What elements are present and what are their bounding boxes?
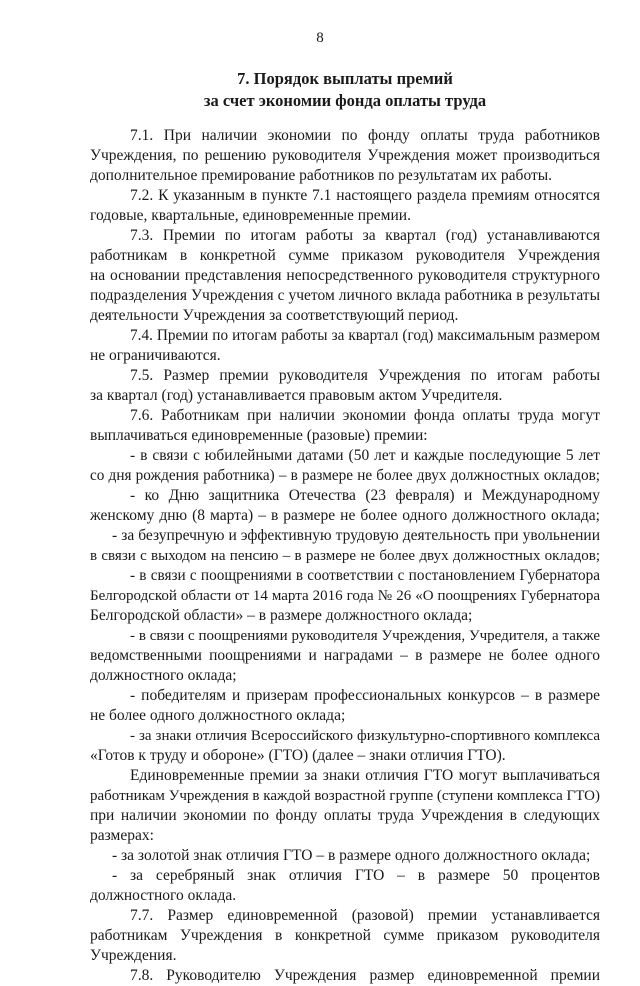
text-line: Учреждения, по решению руководителя Учреждения может производиться bbox=[90, 147, 600, 164]
text-line: при наличии экономии по фонду оплаты труда Учреждения в следующих bbox=[90, 807, 600, 824]
text-line: - победителям и призерам профессиональных конкурсов – в размере bbox=[130, 687, 600, 704]
text-line: дополнительное премирование работников по результатам их работы. bbox=[90, 167, 553, 184]
text-line: 7.3. Премии по итогам работы за квартал (год) устанавливаются bbox=[130, 227, 600, 244]
text-line: - ко Дню защитника Отечества (23 февраля) и Международному bbox=[130, 487, 600, 504]
text-line: 7.8. Руководителю Учреждения размер единовременной премии bbox=[130, 967, 600, 984]
text-line: работникам Учреждения в каждой возрастной группе (ступени комплекса ГТО) bbox=[90, 788, 600, 804]
text-line: не более одного должностного оклада; bbox=[90, 707, 346, 724]
text-line: - за золотой знак отличия ГТО – в размере одного должностного оклада; bbox=[112, 847, 591, 864]
text-line: 7.4. Премии по итогам работы за квартал (год) максимальным размером bbox=[130, 327, 600, 344]
text-line: размерах: bbox=[90, 827, 154, 844]
text-line: подразделения Учреждения с учетом личного вклада работника в результаты bbox=[90, 287, 600, 304]
text-line: 7.2. К указанным в пункте 7.1 настоящего раздела премиям относятся bbox=[130, 187, 600, 204]
text-line: работникам Учреждения в конкретной сумме приказом руководителя bbox=[90, 927, 600, 944]
text-line: за квартал (год) устанавливается правовым актом Учредителя. bbox=[90, 387, 503, 404]
text-line: выплачиваться единовременные (разовые) премии: bbox=[90, 427, 428, 444]
page-number: 8 bbox=[316, 30, 324, 46]
text-line: - за безупречную и эффективную трудовую деятельность при увольнении bbox=[112, 527, 600, 544]
text-line: со дня рождения работника) – в размере не более двух должностных окладов; bbox=[90, 467, 600, 484]
text-line: - в связи с поощрениями в соответствии с постановлением Губернатора bbox=[130, 567, 600, 584]
text-line: в связи с выходом на пенсию – в размере не более двух должностных окладов; bbox=[90, 548, 600, 564]
text-line: ведомственными поощрениями и наградами – в размере не более одного bbox=[90, 647, 600, 664]
section-title bbox=[90, 68, 600, 112]
text-line: Учреждения. bbox=[90, 947, 177, 964]
section-title-line-1: 7. Порядок выплаты премий bbox=[237, 69, 453, 88]
text-line: - за знаки отличия Всероссийского физкультурно-спортивного комплекса bbox=[130, 728, 600, 744]
text-line: Единовременные премии за знаки отличия ГТО могут выплачиваться bbox=[130, 767, 600, 784]
text-line: - за серебряный знак отличия ГТО – в размере 50 процентов bbox=[112, 867, 600, 884]
text-line: 7.7. Размер единовременной (разовой) премии устанавливается bbox=[130, 907, 600, 924]
text-line: на основании представления непосредственного руководителя структурного bbox=[90, 267, 600, 284]
text-line: деятельности Учреждения за соответствующий период. bbox=[90, 307, 459, 324]
text-line: не ограничиваются. bbox=[90, 347, 221, 364]
text-line: должностного оклада. bbox=[90, 887, 237, 904]
text-line: женскому дню (8 марта) – в размере не более одного должностного оклада; bbox=[90, 507, 600, 524]
section-title-line-2: за счет экономии фонда оплаты труда bbox=[203, 91, 487, 110]
text-line: «Готов к труду и обороне» (ГТО) (далее – знаки отличия ГТО). bbox=[90, 747, 506, 764]
text-line: - в связи с юбилейными датами (50 лет и каждые последующие 5 лет bbox=[130, 447, 600, 464]
text-line: Белгородской области от 14 марта 2016 года № 26 «О поощрениях Губернатора bbox=[90, 588, 600, 604]
text-line: 7.5. Размер премии руководителя Учреждения по итогам работы bbox=[130, 367, 600, 384]
text-line: 7.1. При наличии экономии по фонду оплаты труда работников bbox=[130, 127, 600, 144]
text-line: работникам в конкретной сумме приказом руководителя Учреждения bbox=[90, 247, 600, 264]
text-line: 7.6. Работникам при наличии экономии фонда оплаты труда могут bbox=[130, 407, 600, 424]
text-line: годовые, квартальные, единовременные премии. bbox=[90, 207, 411, 224]
text-line: - в связи с поощрениями руководителя Учреждения, Учредителя, а также bbox=[130, 628, 600, 644]
text-line: Белгородской области» – в размере должностного оклада; bbox=[90, 607, 473, 624]
text-line: должностного оклада; bbox=[90, 667, 237, 684]
